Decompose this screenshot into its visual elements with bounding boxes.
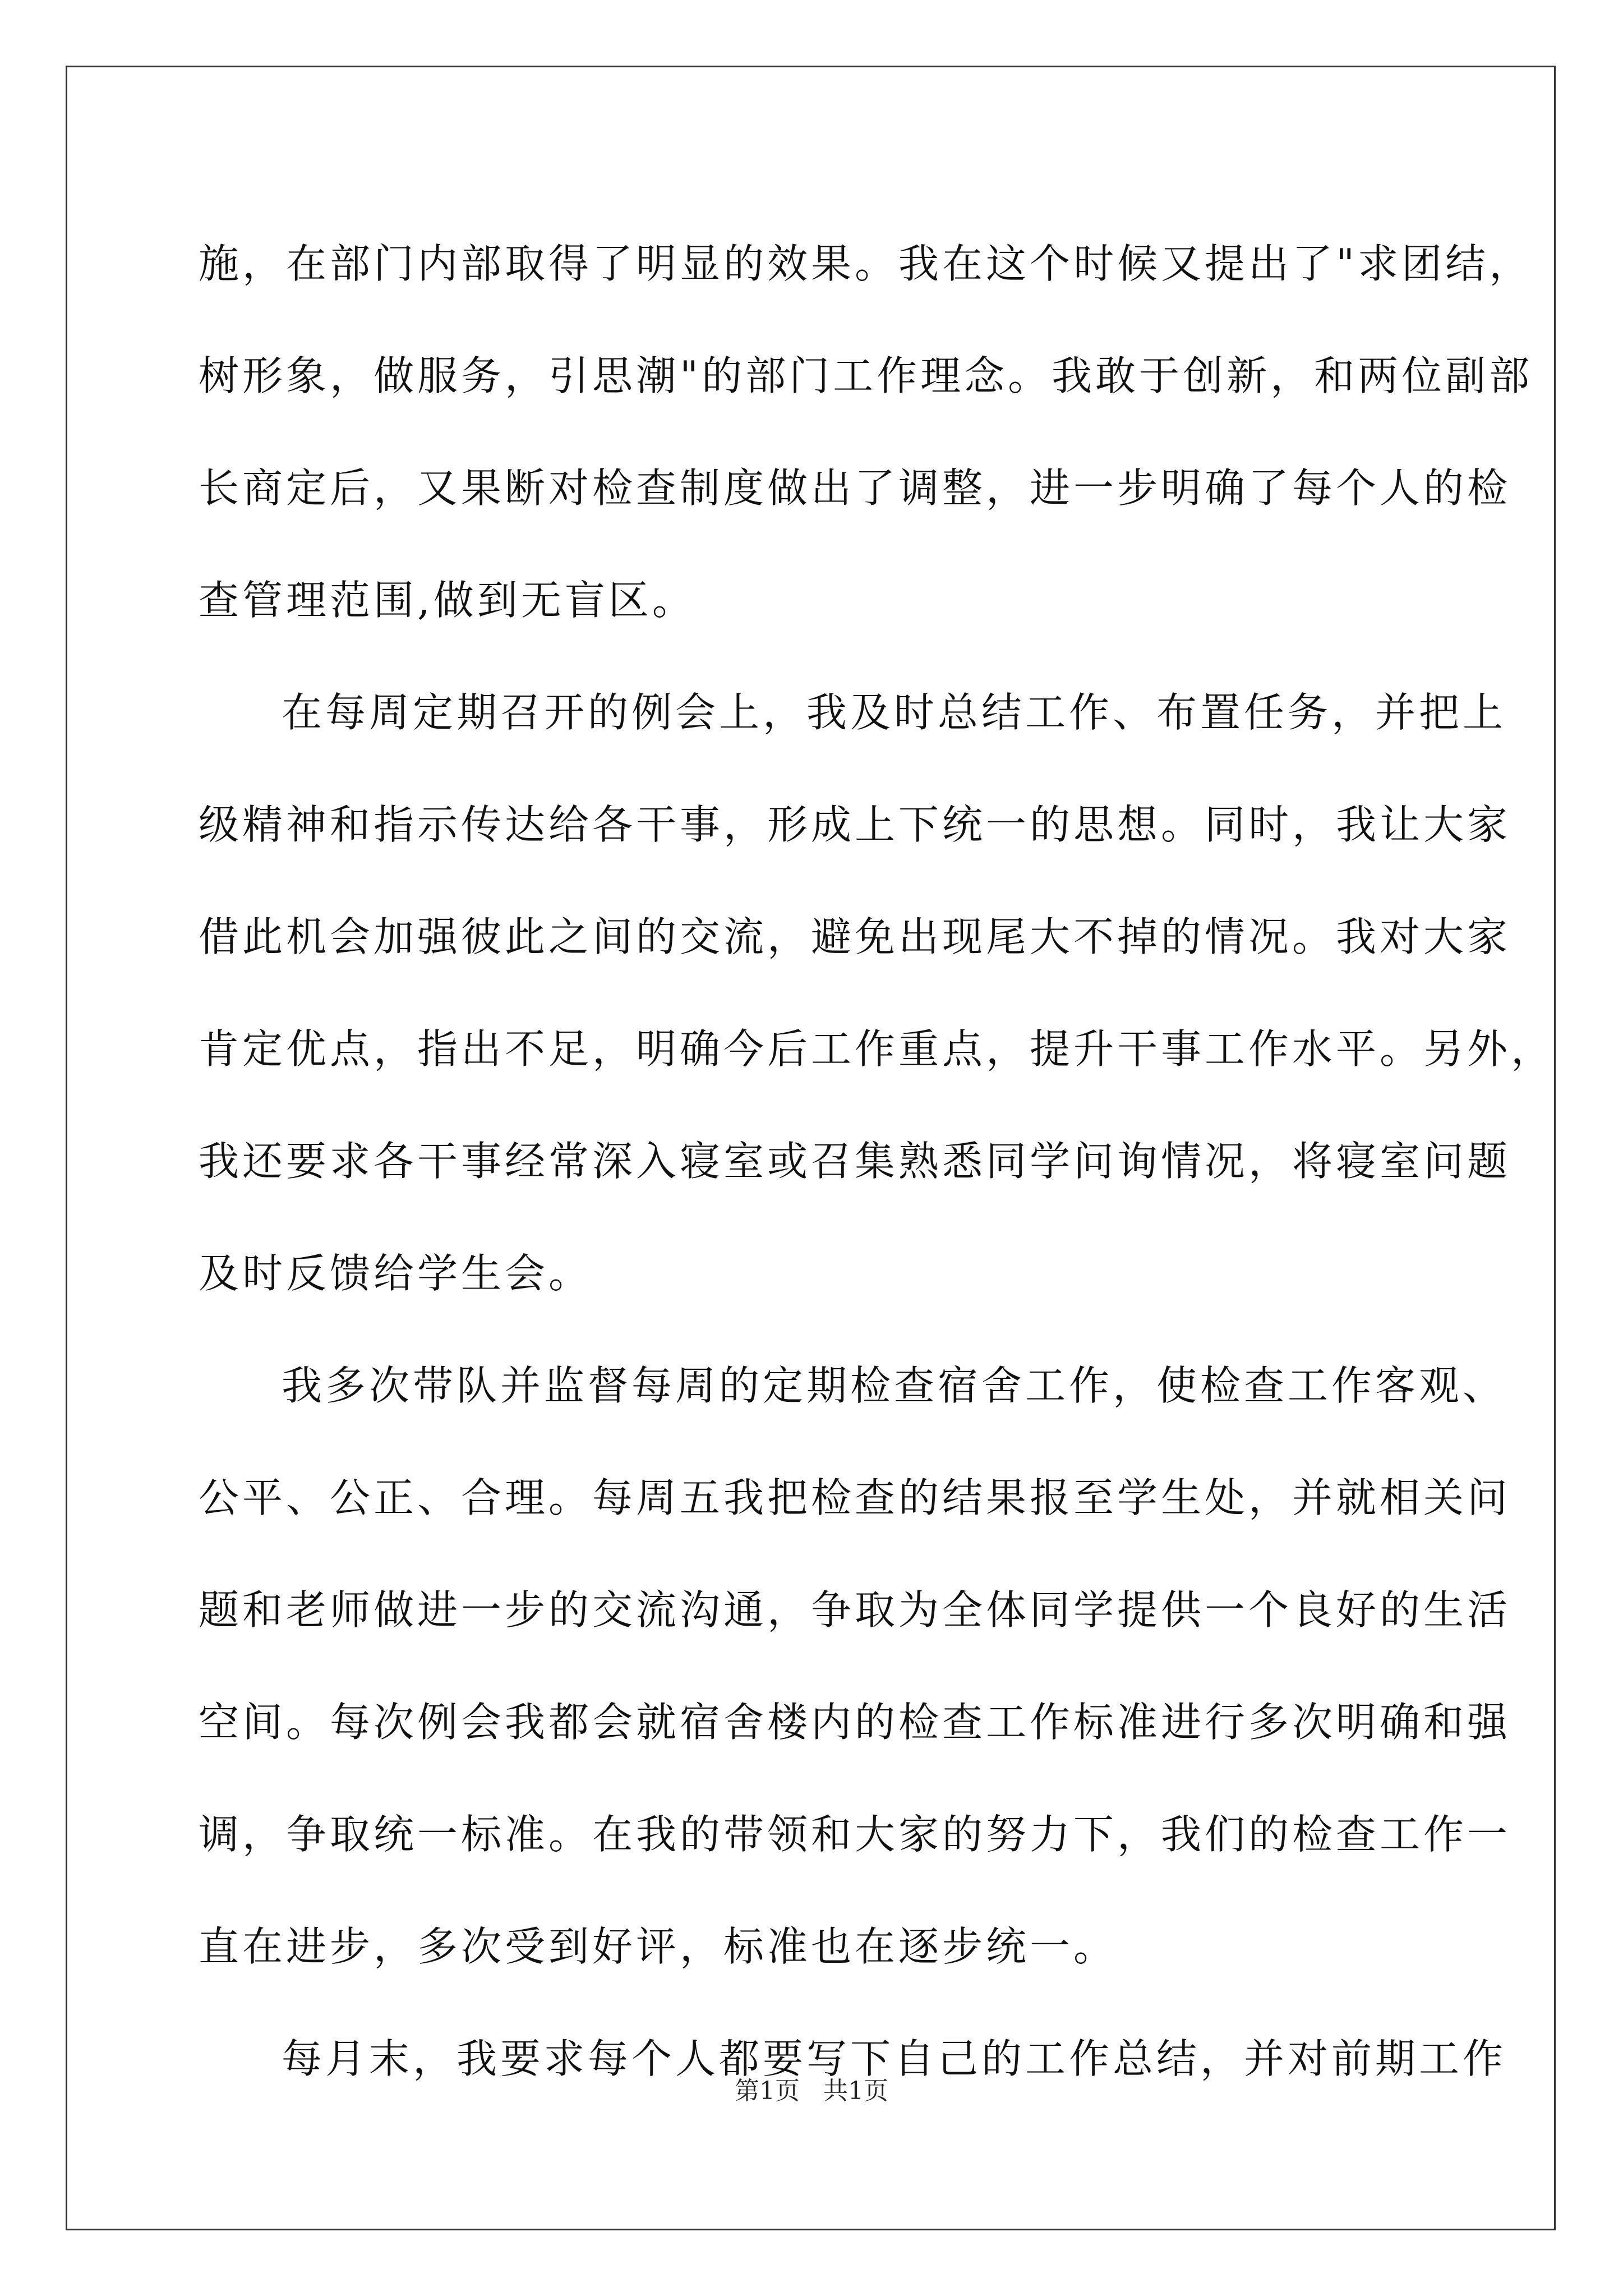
text-line-1: 施，在部门内部取得了明显的效果。我在这个时候又提出了"求团结， (199, 240, 1533, 287)
text-line-7: 借此机会加强彼此之间的交流，避免出现尾大不掉的情况。我对大家 (199, 913, 1511, 960)
text-line-5: 在每周定期召开的例会上，我及时总结工作、布置任务，并把上 (282, 689, 1507, 736)
text-line-12: 公平、公正、合理。每周五我把检查的结果报至学生处，并就相关问 (199, 1474, 1511, 1521)
text-line-6: 级精神和指示传达给各干事，形成上下统一的思想。同时，我让大家 (199, 801, 1511, 848)
page-footer: 第1页 共1页 (735, 2077, 888, 2105)
text-line-9: 我还要求各干事经常深入寝室或召集熟悉同学问询情况，将寝室问题 (199, 1138, 1511, 1185)
document-body (199, 208, 1555, 2115)
text-line-16: 直在进步，多次受到好评，标准也在逐步统一。 (199, 1923, 1118, 1970)
text-line-11: 我多次带队并监督每周的定期检查宿舍工作，使检查工作客观、 (282, 1362, 1507, 1409)
text-line-4: 查管理范围,做到无盲区。 (199, 577, 696, 624)
text-line-17: 每月末，我要求每个人都要写下自己的工作总结，并对前期工作 (282, 2035, 1507, 2082)
text-line-13: 题和老师做进一步的交流沟通，争取为全体同学提供一个良好的生活 (199, 1586, 1511, 1634)
text-line-8: 肯定优点，指出不足，明确今后工作重点，提升干事工作水平。另外， (199, 1025, 1555, 1073)
text-line-3: 长商定后，又果断对检查制度做出了调整，进一步明确了每个人的检 (199, 464, 1511, 512)
text-line-14: 空间。每次例会我都会就宿舍楼内的检查工作标准进行多次明确和强 (199, 1699, 1511, 1746)
text-line-2: 树形象，做服务，引思潮"的部门工作理念。我敢于创新，和两位副部 (199, 352, 1533, 399)
text-line-15: 调，争取统一标准。在我的带领和大家的努力下，我们的检查工作一 (199, 1811, 1511, 1858)
text-line-10: 及时反馈给学生会。 (199, 1250, 593, 1297)
